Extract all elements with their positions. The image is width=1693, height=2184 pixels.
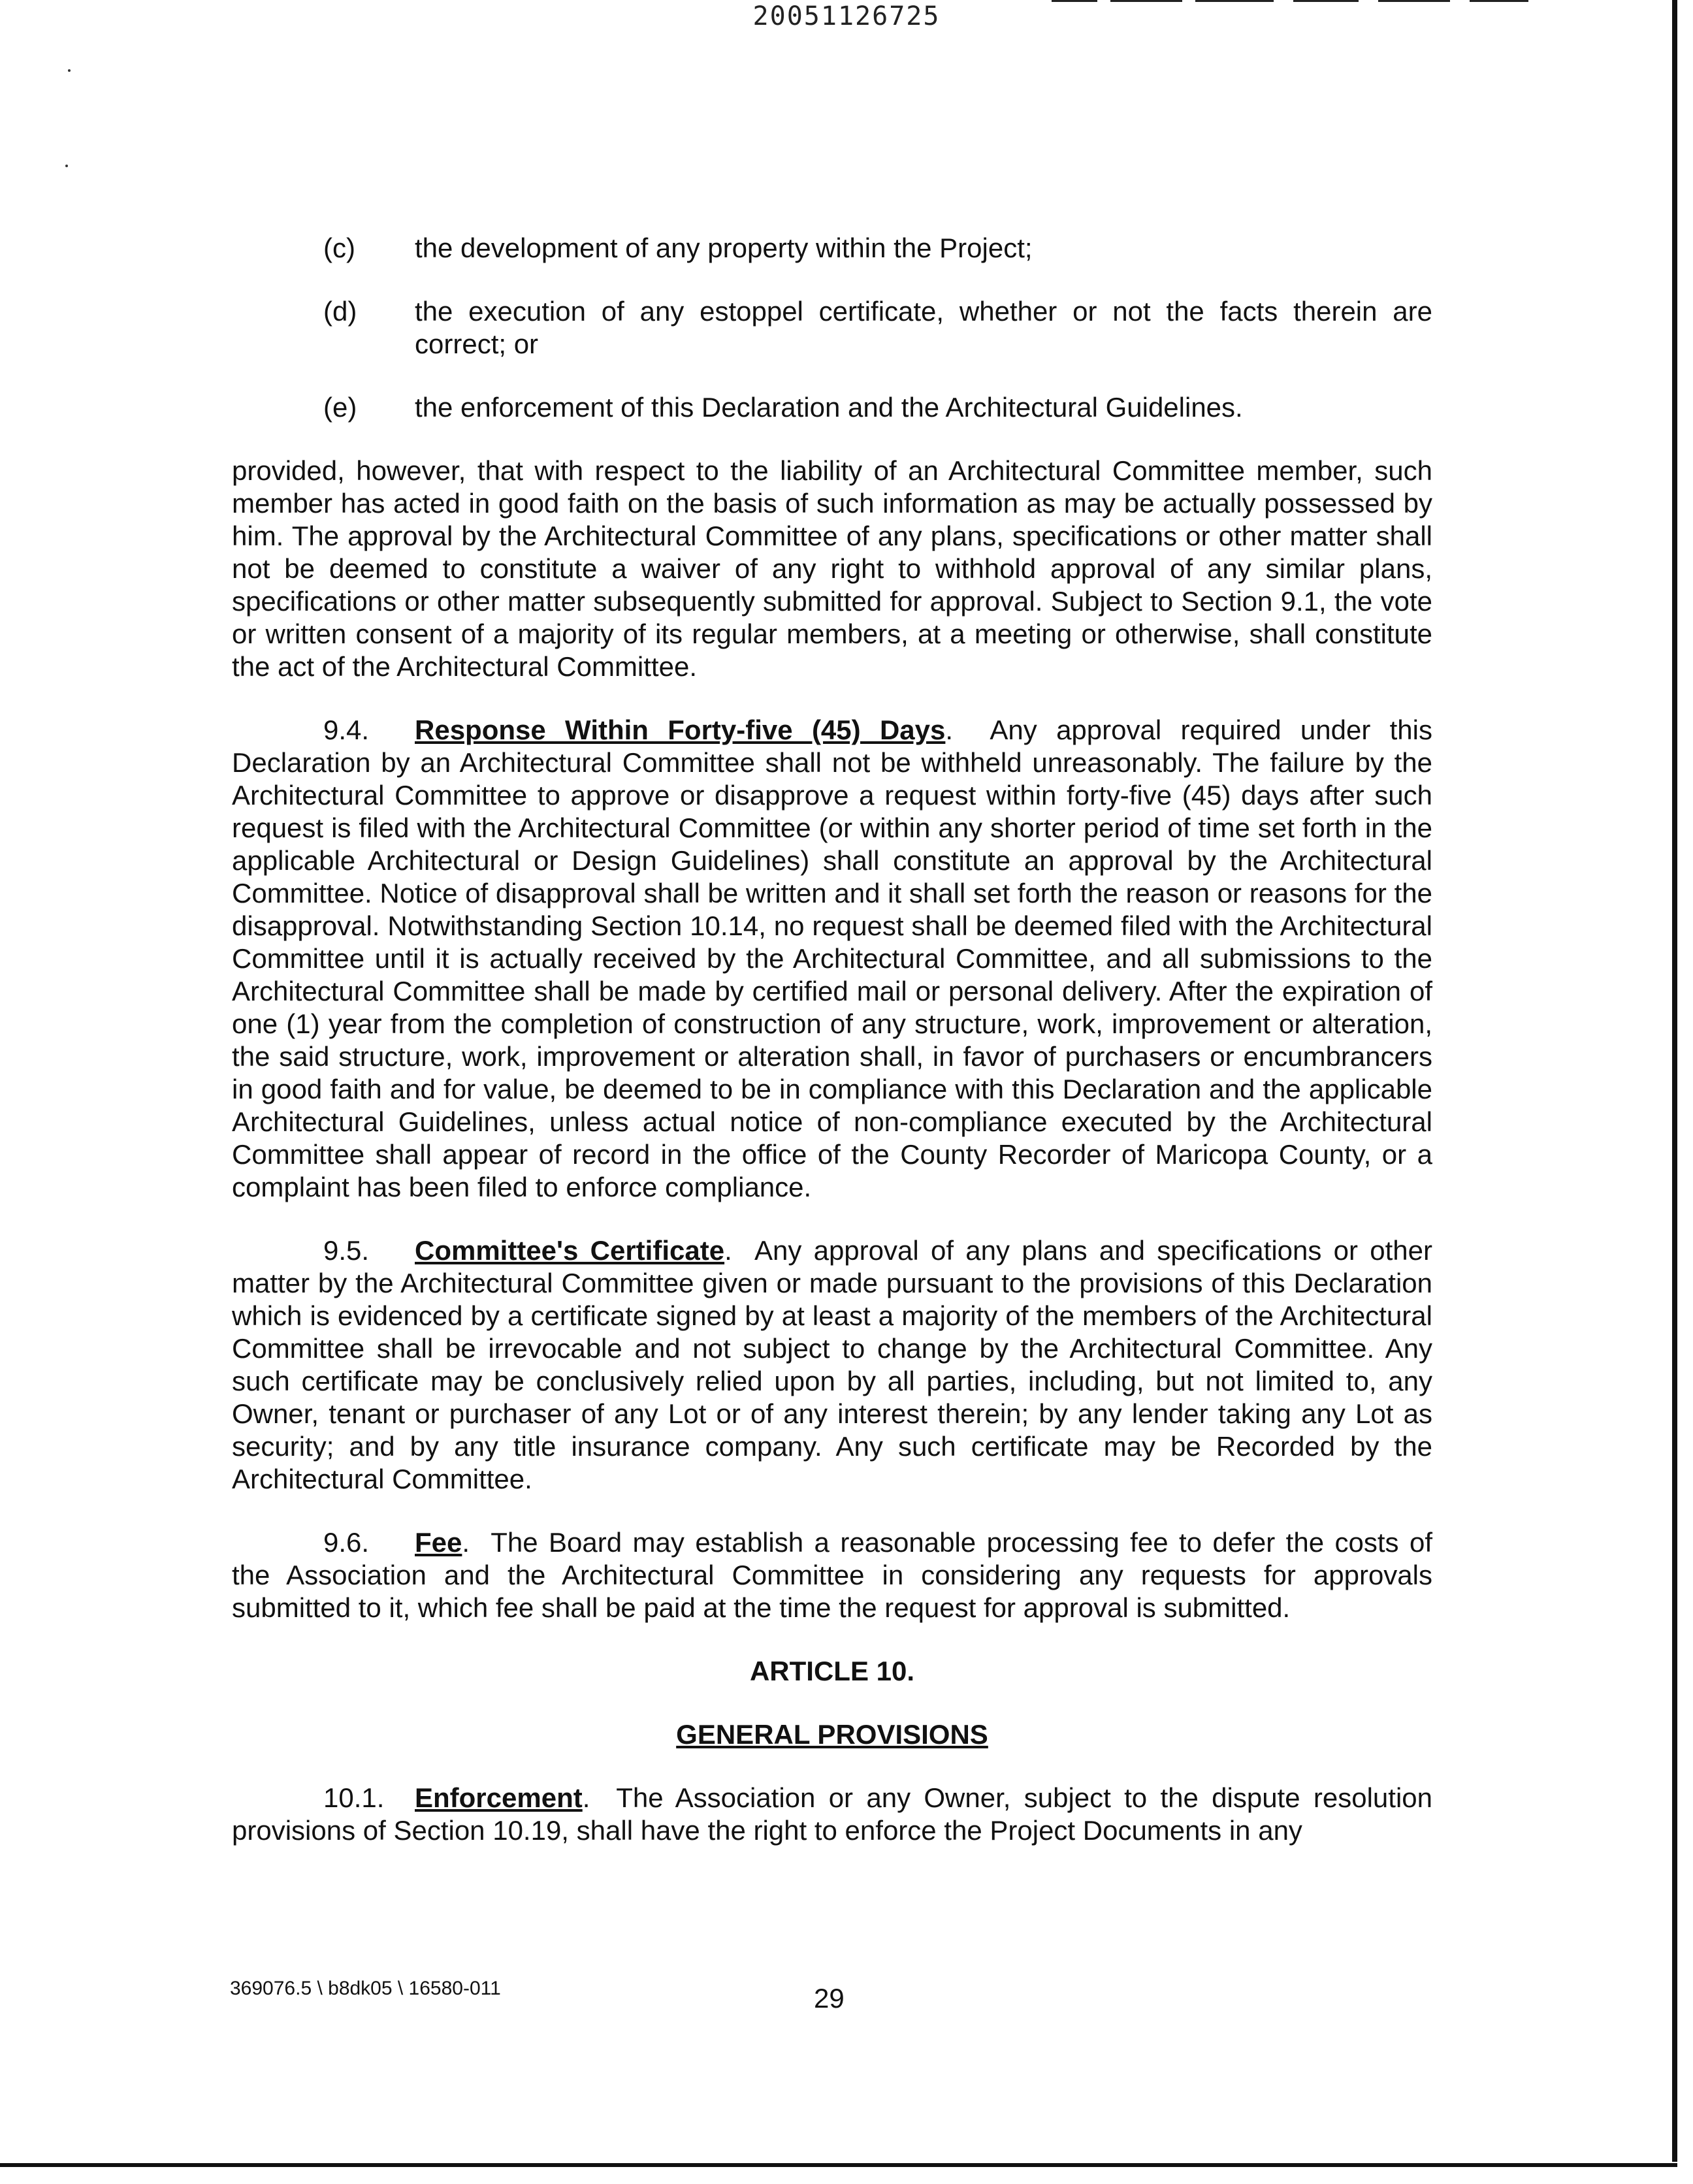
list-item-label: (c) — [323, 233, 355, 263]
article-heading: ARTICLE 10. — [749, 1656, 915, 1686]
list-item — [323, 391, 1432, 424]
footer-reference: 369076.5 \ b8dk05 \ 16580-011 — [230, 1978, 501, 1999]
section-body: The Board may establish a reasonable processing fee to defer the costs of the Association and the Architectural Committee in considering any requests for approvals submitted to it, which fee shall be paid at the time the request for approval is submitted. — [232, 1527, 1432, 1623]
scan-edge-right — [1672, 0, 1677, 2162]
list-item-text: the development of any property within the Project; — [415, 233, 1033, 263]
section-10-1: 10.1. Enforcement. The Association or any Owner, subject to the dispute resolution provisions of Section 10.19, shall have the right to enforce the Project Documents in any — [232, 1782, 1432, 1846]
section-title: Response Within Forty-five (45) Days — [415, 715, 946, 745]
list-item-label: (e) — [323, 392, 357, 423]
section-number: 9.4. — [323, 715, 370, 745]
section-body: Any approval of any plans and specifications or other matter by the Architectural Committee given or made pursuant to the provisions of this Declaration which is evidenced by a certificate signed by at least a majority of the members of the Architectural Committee shall be irrevocable and not subject to change by the Architectural Committee. Any such certificate may be conclusively relied upon by all parties, including, but not limited to, any Owner, tenant or purchaser of any Lot or of any interest therein; by any lender taking any Lot as security; and by any title insurance company. Any such certificate may be Recorded by the Architectural Committee. — [232, 1235, 1432, 1494]
section-body: The Association or any Owner, subject to the dispute resolution provisions of Section 10.19, shall have the right to enforce the Project Documents in any — [232, 1782, 1432, 1846]
list-item-text: the enforcement of this Declaration and the Architectural Guidelines. — [415, 392, 1243, 423]
section-title: Fee — [415, 1527, 462, 1558]
section-title: Enforcement — [415, 1782, 583, 1813]
section-body: Any approval required under this Declaration by an Architectural Committee shall not be withheld unreasonably. The failure by the Architectural Committee to approve or disapprove a request within forty-five (45) days after such request is filed with the Architectural Committee (or within any shorter period of time set forth in the applicable Architectural or Design Guidelines) shall constitute an approval by the Architectural Committee. Notice of disapproval shall be written and it shall set forth the reason or reasons for the disapproval. Notwithstanding Section 10.14, no request shall be deemed filed with the Architectural Committee until it is actually received by the Architectural Committee, and all submissions to the Architectural Committee shall be made by certified mail or personal delivery. After the expiration of one (1) year from the completion of construction of any structure, work, improvement or alteration, the said structure, work, improvement or alteration shall, in favor of purchasers or encumbrancers in good faith and for value, be deemed to be in compliance with this Declaration and the applicable Architectural Guidelines, unless actual notice of non-compliance executed by the Architectural Committee shall appear of record in the office of the County Recorder of Maricopa County, or a complaint has been filed to enforce compliance. — [232, 715, 1432, 1202]
list-item — [323, 295, 1432, 361]
scan-speck — [68, 69, 71, 72]
article-title: GENERAL PROVISIONS — [676, 1719, 988, 1750]
list-item-text: the execution of any estoppel certificate, whether or not the facts therein are correct; or — [415, 296, 1432, 359]
section-number: 9.6. — [323, 1527, 370, 1558]
list-item-label: (d) — [323, 296, 357, 327]
section-9-5: 9.5. Committee's Certificate. Any approval of any plans and specifications or other matter by the Architectural Committee given or made pursuant to the provisions of this Declaration which is evidenced by a certificate signed by at least a majority of the members of the Architectural Committee shall be irrevocable and not subject to change by the Architectural Committee. Any such certificate may be conclusively relied upon by all parties, including, but not limited to, any Owner, tenant or purchaser of any Lot or of any interest therein; by any lender taking any Lot as security; and by any title insurance company. Any such certificate may be Recorded by the Architectural Committee. — [232, 1235, 1432, 1494]
section-title: Committee's Certificate — [415, 1235, 725, 1266]
section-9-6: 9.6. Fee. The Board may establish a reasonable processing fee to defer the costs of the Association and the Architectural Committee in considering any requests for approvals submitted to it, which fee shall be paid at the time the request for approval is submitted. — [232, 1527, 1432, 1623]
scan-speck — [65, 165, 68, 167]
document-body — [232, 232, 1432, 1878]
document-number: 20051126725 — [752, 1, 941, 31]
section-9-4: 9.4. Response Within Forty-five (45) Days. Any approval required under this Declaration by an Architectural Committee shall not be withheld unreasonably. The failure by the Architectural Committee to approve or disapprove a request within forty-five (45) days after such request is filed with the Architectural Committee (or within any shorter period of time set forth in the applicable Architectural or Design Guidelines) shall constitute an approval by the Architectural Committee. Notice of disapproval shall be written and it shall set forth the reason or reasons for the disapproval. Notwithstanding Section 10.14, no request shall be deemed filed with the Architectural Committee until it is actually received by the Architectural Committee, and all submissions to the Architectural Committee shall be made by certified mail or personal delivery. After the expiration of one (1) year from the completion of construction of any structure, work, improvement or alteration, the said structure, work, improvement or alteration shall, in favor of purchasers or encumbrancers in good faith and for value, be deemed to be in compliance with this Declaration and the applicable Architectural Guidelines, unless actual notice of non-compliance executed by the Architectural Committee shall appear of record in the office of the County Recorder of Maricopa County, or a complaint has been filed to enforce compliance. — [232, 715, 1432, 1202]
scan-edge-bottom — [0, 2163, 1677, 2167]
proviso-paragraph: provided, however, that with respect to the liability of an Architectural Committee member, such member has acted in good faith on the basis of such information as may be actually possessed by him. The approval by the Architectural Committee of any plans, specifications or other matter shall not be deemed to constitute a waiver of any right to withhold approval of any similar plans, specifications or other matter subsequently submitted for approval. Subject to Section 9.1, the vote or written consent of a majority of its regular members, at a meeting or otherwise, shall constitute the act of the Architectural Committee. — [232, 455, 1432, 682]
page-number: 29 — [814, 1983, 845, 2014]
section-number: 9.5. — [323, 1235, 370, 1266]
section-number: 10.1. — [323, 1782, 385, 1813]
list-item — [323, 232, 1432, 265]
